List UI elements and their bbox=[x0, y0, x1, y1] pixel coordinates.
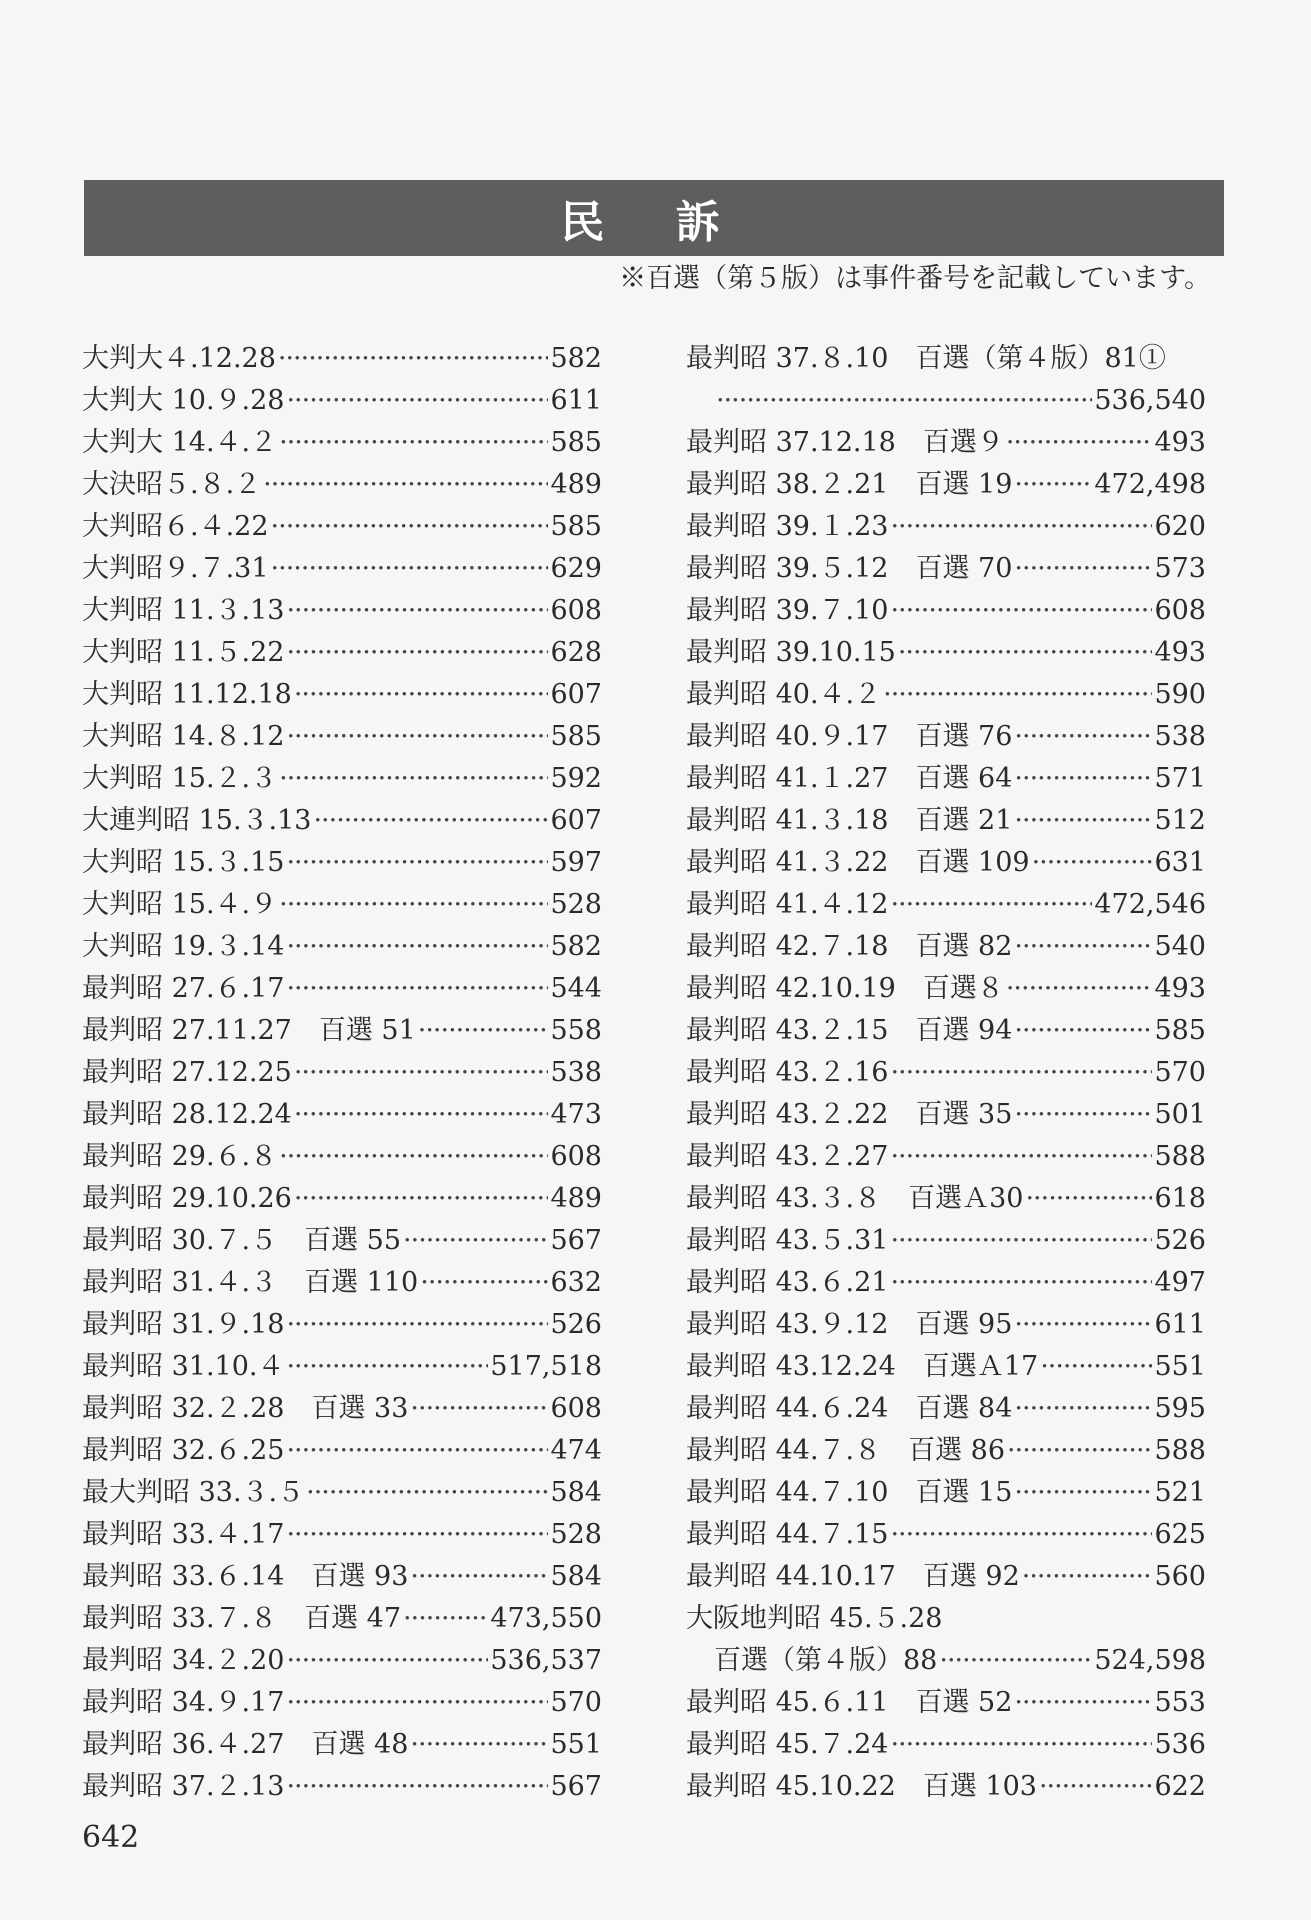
case-citation: 最判昭 39.７.10 bbox=[686, 595, 889, 626]
case-citation: 最判昭 43.２.16 bbox=[686, 1057, 889, 1088]
case-citation: 最判昭 34.２.20 bbox=[82, 1645, 285, 1676]
page-reference: 512 bbox=[1154, 805, 1206, 836]
leader-dots bbox=[1014, 548, 1152, 590]
leader-dots bbox=[898, 632, 1153, 674]
index-entry bbox=[82, 758, 602, 800]
leader-dots bbox=[286, 1430, 548, 1472]
case-citation: 大連判昭 15.３.13 bbox=[82, 805, 312, 836]
index-entry bbox=[686, 338, 1206, 380]
leader-dots bbox=[286, 380, 548, 422]
page-reference: 567 bbox=[550, 1771, 602, 1802]
case-citation: 最判昭 41.１.27 百選 64 bbox=[686, 763, 1013, 794]
index-entry bbox=[82, 1430, 602, 1472]
case-citation: 大判昭 11.３.13 bbox=[82, 595, 285, 626]
index-entry bbox=[82, 506, 602, 548]
page-reference: 608 bbox=[550, 1141, 602, 1172]
section-banner bbox=[84, 180, 1224, 256]
leader-dots bbox=[279, 758, 548, 800]
case-citation: 大判昭９.７.31 bbox=[82, 553, 269, 584]
section-title: 民 訴 bbox=[560, 197, 748, 248]
leader-dots bbox=[1039, 1766, 1153, 1808]
page-reference: 526 bbox=[1154, 1225, 1206, 1256]
case-citation: 大決昭５.８.２ bbox=[82, 469, 262, 500]
page-reference: 526 bbox=[550, 1309, 602, 1340]
page-reference: 620 bbox=[1154, 511, 1206, 542]
case-citation: 最判昭 41.３.22 百選 109 bbox=[686, 847, 1030, 878]
page-reference: 582 bbox=[550, 931, 602, 962]
case-citation: 最判昭 44.７.10 百選 15 bbox=[686, 1477, 1013, 1508]
index-entry bbox=[82, 968, 602, 1010]
leader-dots bbox=[286, 1304, 548, 1346]
case-citation: 最判昭 33.７.８ 百選 47 bbox=[82, 1603, 402, 1634]
case-citation: 最判昭 31.９.18 bbox=[82, 1309, 285, 1340]
leader-dots bbox=[890, 1262, 1152, 1304]
page-reference: 628 bbox=[550, 637, 602, 668]
leader-dots bbox=[279, 884, 548, 926]
leader-dots bbox=[294, 1094, 549, 1136]
leader-dots bbox=[403, 1598, 488, 1640]
leader-dots bbox=[286, 926, 548, 968]
leader-dots bbox=[1014, 716, 1152, 758]
leader-dots bbox=[1014, 1682, 1152, 1724]
leader-dots bbox=[1006, 422, 1153, 464]
index-entry bbox=[82, 1556, 602, 1598]
case-citation: 最判昭 44.７.８ 百選 86 bbox=[686, 1435, 1006, 1466]
case-citation: 最判昭 43.３.８ 百選Ａ30 bbox=[686, 1183, 1024, 1214]
case-citation: 大判昭 19.３.14 bbox=[82, 931, 285, 962]
index-entry bbox=[82, 1598, 602, 1640]
index-entry bbox=[82, 1514, 602, 1556]
case-citation: 大判昭 15.４.９ bbox=[82, 889, 278, 920]
page-reference: 611 bbox=[1154, 1309, 1206, 1340]
page-number: 642 bbox=[82, 1820, 140, 1855]
page-reference: 595 bbox=[1154, 1393, 1206, 1424]
case-citation: 最判昭 43.２.27 bbox=[686, 1141, 889, 1172]
index-entry bbox=[82, 1052, 602, 1094]
index-entry bbox=[82, 1094, 602, 1136]
leader-dots bbox=[1014, 1388, 1152, 1430]
page-reference: 472,546 bbox=[1094, 889, 1206, 920]
index-column-left bbox=[82, 338, 602, 1808]
index-entry bbox=[82, 1682, 602, 1724]
case-citation: 百選（第４版）88 bbox=[714, 1645, 938, 1676]
edition-note: ※百選（第５版）は事件番号を記載しています。 bbox=[619, 263, 1211, 294]
index-entry bbox=[686, 422, 1206, 464]
index-entry bbox=[686, 1766, 1206, 1808]
page-reference: 560 bbox=[1154, 1561, 1206, 1592]
leader-dots bbox=[263, 464, 548, 506]
page-reference: 524,598 bbox=[1094, 1645, 1206, 1676]
index-entry bbox=[82, 1304, 602, 1346]
index-entry bbox=[686, 1682, 1206, 1724]
page-reference: 584 bbox=[550, 1561, 602, 1592]
index-entry bbox=[686, 632, 1206, 674]
case-citation: 最判昭 44.10.17 百選 92 bbox=[686, 1561, 1020, 1592]
case-citation: 最判昭 31.４.３ 百選 110 bbox=[82, 1267, 419, 1298]
page-reference: 570 bbox=[1154, 1057, 1206, 1088]
index-entry bbox=[82, 1472, 602, 1514]
page-reference: 473 bbox=[550, 1099, 602, 1130]
leader-dots bbox=[890, 1052, 1152, 1094]
index-entry bbox=[686, 716, 1206, 758]
case-citation: 大判大 14.４.２ bbox=[82, 427, 278, 458]
case-citation: 最判昭 42.10.19 百選８ bbox=[686, 973, 1004, 1004]
page-reference: 573 bbox=[1154, 553, 1206, 584]
index-entry bbox=[686, 464, 1206, 506]
index-entry bbox=[82, 380, 602, 422]
page-reference: 590 bbox=[1154, 679, 1206, 710]
index-column-right bbox=[686, 338, 1206, 1808]
case-citation: 最判昭 32.６.25 bbox=[82, 1435, 285, 1466]
leader-dots bbox=[1014, 800, 1152, 842]
leader-dots bbox=[294, 1052, 549, 1094]
case-citation: 大判昭６.４.22 bbox=[82, 511, 269, 542]
page-reference: 538 bbox=[1154, 721, 1206, 752]
page-reference: 607 bbox=[550, 805, 602, 836]
page-reference: 497 bbox=[1154, 1267, 1206, 1298]
leader-dots bbox=[286, 1346, 488, 1388]
index-entry bbox=[686, 842, 1206, 884]
index-entry bbox=[82, 926, 602, 968]
case-citation: 大判昭 15.２.３ bbox=[82, 763, 278, 794]
leader-dots bbox=[286, 1766, 548, 1808]
index-entry bbox=[82, 1388, 602, 1430]
leader-dots bbox=[271, 548, 549, 590]
index-entry bbox=[686, 1178, 1206, 1220]
page-reference: 493 bbox=[1154, 973, 1206, 1004]
leader-dots bbox=[420, 1262, 548, 1304]
case-citation: 最判昭 45.６.11 百選 52 bbox=[686, 1687, 1013, 1718]
page-reference: 608 bbox=[550, 595, 602, 626]
index-entry bbox=[82, 674, 602, 716]
case-citation: 最判昭 44.７.15 bbox=[686, 1519, 889, 1550]
case-citation: 大判昭 11.５.22 bbox=[82, 637, 285, 668]
page-reference: 493 bbox=[1154, 637, 1206, 668]
page-reference: 551 bbox=[550, 1729, 602, 1760]
index-entry bbox=[82, 1262, 602, 1304]
leader-dots bbox=[1014, 758, 1152, 800]
page-reference: 493 bbox=[1154, 427, 1206, 458]
leader-dots bbox=[883, 674, 1152, 716]
page-reference: 538 bbox=[550, 1057, 602, 1088]
leader-dots bbox=[286, 1514, 548, 1556]
case-citation: 大判昭 14.８.12 bbox=[82, 721, 285, 752]
case-citation: 最判昭 43.２.15 百選 94 bbox=[686, 1015, 1013, 1046]
index-entry bbox=[686, 506, 1206, 548]
page-reference: 473,550 bbox=[490, 1603, 602, 1634]
page-reference: 536,540 bbox=[1094, 385, 1206, 416]
index-entry bbox=[82, 1766, 602, 1808]
case-citation: 最判昭 38.２.21 百選 19 bbox=[686, 469, 1013, 500]
page-reference: 558 bbox=[550, 1015, 602, 1046]
index-entry bbox=[82, 422, 602, 464]
leader-dots bbox=[1014, 1304, 1152, 1346]
index-entry bbox=[686, 1598, 1206, 1640]
page-reference: 501 bbox=[1154, 1099, 1206, 1130]
leader-dots bbox=[278, 338, 549, 380]
case-citation: 最判昭 36.４.27 百選 48 bbox=[82, 1729, 409, 1760]
leader-dots bbox=[890, 506, 1152, 548]
index-entry bbox=[82, 548, 602, 590]
index-entry bbox=[686, 1094, 1206, 1136]
case-citation: 最判昭 37.２.13 bbox=[82, 1771, 285, 1802]
case-citation: 大判大 10.９.28 bbox=[82, 385, 285, 416]
leader-dots bbox=[1014, 1094, 1152, 1136]
page-reference: 517,518 bbox=[490, 1351, 602, 1382]
page-reference: 489 bbox=[550, 1183, 602, 1214]
leader-dots bbox=[286, 968, 548, 1010]
case-citation: 大阪地判昭 45.５.28 bbox=[686, 1603, 943, 1634]
case-citation: 大判昭 11.12.18 bbox=[82, 679, 292, 710]
leader-dots bbox=[890, 1724, 1152, 1766]
page-reference: 528 bbox=[550, 1519, 602, 1550]
page-reference: 521 bbox=[1154, 1477, 1206, 1508]
page-reference: 588 bbox=[1154, 1141, 1206, 1172]
case-citation: 最判昭 41.４.12 bbox=[686, 889, 889, 920]
leader-dots bbox=[890, 1136, 1152, 1178]
index-entry bbox=[686, 590, 1206, 632]
leader-dots bbox=[294, 674, 549, 716]
case-citation: 大判昭 15.３.15 bbox=[82, 847, 285, 878]
page-reference: 544 bbox=[550, 973, 602, 1004]
leader-dots bbox=[286, 716, 548, 758]
case-citation: 最判昭 43.12.24 百選Ａ17 bbox=[686, 1351, 1039, 1382]
page-reference: 585 bbox=[1154, 1015, 1206, 1046]
leader-dots bbox=[279, 1136, 548, 1178]
index-entry bbox=[686, 1514, 1206, 1556]
leader-dots bbox=[410, 1724, 548, 1766]
index-entry bbox=[686, 1724, 1206, 1766]
case-citation: 大判大４.12.28 bbox=[82, 343, 276, 374]
case-citation: 最判昭 32.２.28 百選 33 bbox=[82, 1393, 409, 1424]
leader-dots bbox=[1014, 1472, 1152, 1514]
leader-dots bbox=[403, 1220, 548, 1262]
index-entry bbox=[82, 1178, 602, 1220]
leader-dots bbox=[313, 800, 548, 842]
index-entry bbox=[82, 1724, 602, 1766]
page-reference: 585 bbox=[550, 427, 602, 458]
leader-dots bbox=[306, 1472, 548, 1514]
page-reference: 571 bbox=[1154, 763, 1206, 794]
leader-dots bbox=[939, 1640, 1092, 1682]
leader-dots bbox=[890, 590, 1152, 632]
leader-dots bbox=[286, 1682, 548, 1724]
leader-dots bbox=[286, 632, 548, 674]
index-entry bbox=[686, 380, 1206, 422]
index-entry bbox=[82, 800, 602, 842]
case-citation: 最判昭 31.10.４ bbox=[82, 1351, 285, 1382]
page-reference: 608 bbox=[1154, 595, 1206, 626]
index-entry bbox=[82, 338, 602, 380]
page-reference: 528 bbox=[550, 889, 602, 920]
page-reference: 607 bbox=[550, 679, 602, 710]
leader-dots bbox=[1014, 464, 1092, 506]
case-citation: 最判昭 28.12.24 bbox=[82, 1099, 292, 1130]
case-citation: 最判昭 27.12.25 bbox=[82, 1057, 292, 1088]
page-reference: 582 bbox=[550, 343, 602, 374]
index-entry bbox=[686, 884, 1206, 926]
leader-dots bbox=[286, 842, 548, 884]
index-entry bbox=[686, 1430, 1206, 1472]
case-citation: 最判昭 40.９.17 百選 76 bbox=[686, 721, 1013, 752]
page-reference: 553 bbox=[1154, 1687, 1206, 1718]
index-entry bbox=[686, 968, 1206, 1010]
index-entry bbox=[686, 1472, 1206, 1514]
leader-dots bbox=[1006, 968, 1153, 1010]
leader-dots bbox=[1032, 842, 1153, 884]
index-entry bbox=[686, 758, 1206, 800]
index-entry bbox=[686, 1010, 1206, 1052]
leader-dots bbox=[286, 1640, 488, 1682]
leader-dots bbox=[294, 1178, 549, 1220]
leader-dots bbox=[1025, 1178, 1152, 1220]
case-citation: 最判昭 39.10.15 bbox=[686, 637, 896, 668]
index-entry bbox=[686, 1136, 1206, 1178]
leader-dots bbox=[418, 1010, 549, 1052]
case-citation: 最判昭 34.９.17 bbox=[82, 1687, 285, 1718]
index-entry bbox=[82, 1346, 602, 1388]
case-citation: 最判昭 30.７.５ 百選 55 bbox=[82, 1225, 402, 1256]
index-entry bbox=[82, 842, 602, 884]
case-citation: 最判昭 37.８.10 百選（第４版）81① bbox=[686, 343, 1166, 374]
case-citation: 最大判昭 33.３.５ bbox=[82, 1477, 305, 1508]
leader-dots bbox=[1040, 1346, 1152, 1388]
leader-dots bbox=[890, 1220, 1152, 1262]
index-entry bbox=[686, 926, 1206, 968]
case-citation: 最判昭 43.９.12 百選 95 bbox=[686, 1309, 1013, 1340]
case-citation: 最判昭 33.４.17 bbox=[82, 1519, 285, 1550]
index-entry bbox=[82, 884, 602, 926]
leader-dots bbox=[410, 1556, 548, 1598]
index-entry bbox=[686, 1640, 1206, 1682]
page-reference: 631 bbox=[1154, 847, 1206, 878]
page-reference: 585 bbox=[550, 511, 602, 542]
page-reference: 474 bbox=[550, 1435, 602, 1466]
page-reference: 536 bbox=[1154, 1729, 1206, 1760]
page-reference: 584 bbox=[550, 1477, 602, 1508]
case-citation: 最判昭 37.12.18 百選９ bbox=[686, 427, 1004, 458]
page-reference: 608 bbox=[550, 1393, 602, 1424]
index-entry bbox=[82, 632, 602, 674]
case-citation: 最判昭 29.６.８ bbox=[82, 1141, 278, 1172]
index-entry bbox=[686, 1346, 1206, 1388]
page-reference: 551 bbox=[1154, 1351, 1206, 1382]
index-entry bbox=[686, 1556, 1206, 1598]
index-entry bbox=[686, 1388, 1206, 1430]
leader-dots bbox=[286, 590, 548, 632]
case-citation: 最判昭 27.11.27 百選 51 bbox=[82, 1015, 416, 1046]
page-reference: 618 bbox=[1154, 1183, 1206, 1214]
page-reference: 597 bbox=[550, 847, 602, 878]
page-reference: 489 bbox=[550, 469, 602, 500]
index-entry bbox=[686, 800, 1206, 842]
case-citation: 最判昭 42.７.18 百選 82 bbox=[686, 931, 1013, 962]
index-entry bbox=[82, 1010, 602, 1052]
index-entry bbox=[82, 590, 602, 632]
page-reference: 632 bbox=[550, 1267, 602, 1298]
page-reference: 570 bbox=[550, 1687, 602, 1718]
case-citation: 最判昭 27.６.17 bbox=[82, 973, 285, 1004]
page-reference: 540 bbox=[1154, 931, 1206, 962]
case-citation: 最判昭 41.３.18 百選 21 bbox=[686, 805, 1013, 836]
index-entry bbox=[82, 1640, 602, 1682]
page-reference: 629 bbox=[550, 553, 602, 584]
index-entry bbox=[686, 1220, 1206, 1262]
leader-dots bbox=[890, 884, 1092, 926]
index-entry bbox=[686, 1262, 1206, 1304]
leader-dots bbox=[890, 1514, 1152, 1556]
page-reference: 585 bbox=[550, 721, 602, 752]
index-entry bbox=[686, 548, 1206, 590]
index-entry bbox=[82, 716, 602, 758]
leader-dots bbox=[716, 380, 1092, 422]
page-reference: 625 bbox=[1154, 1519, 1206, 1550]
case-citation: 最判昭 43.５.31 bbox=[686, 1225, 889, 1256]
leader-dots bbox=[1014, 926, 1152, 968]
page-reference: 472,498 bbox=[1094, 469, 1206, 500]
page-reference: 567 bbox=[550, 1225, 602, 1256]
page-reference: 622 bbox=[1154, 1771, 1206, 1802]
page-reference: 592 bbox=[550, 763, 602, 794]
leader-dots bbox=[271, 506, 549, 548]
index-entry bbox=[686, 674, 1206, 716]
index-entry bbox=[82, 1136, 602, 1178]
case-citation: 最判昭 39.５.12 百選 70 bbox=[686, 553, 1013, 584]
case-citation: 最判昭 39.１.23 bbox=[686, 511, 889, 542]
page-reference: 611 bbox=[550, 385, 602, 416]
case-citation: 最判昭 43.２.22 百選 35 bbox=[686, 1099, 1013, 1130]
leader-dots bbox=[410, 1388, 548, 1430]
case-citation: 最判昭 29.10.26 bbox=[82, 1183, 292, 1214]
index-entry bbox=[82, 464, 602, 506]
case-citation: 最判昭 43.６.21 bbox=[686, 1267, 889, 1298]
case-citation: 最判昭 33.６.14 百選 93 bbox=[82, 1561, 409, 1592]
leader-dots bbox=[1014, 1010, 1152, 1052]
leader-dots bbox=[1007, 1430, 1152, 1472]
index-entry bbox=[686, 1052, 1206, 1094]
index-entry bbox=[686, 1304, 1206, 1346]
index-entry bbox=[82, 1220, 602, 1262]
page-reference: 588 bbox=[1154, 1435, 1206, 1466]
page-reference: 536,537 bbox=[490, 1645, 602, 1676]
leader-dots bbox=[1022, 1556, 1153, 1598]
case-citation: 最判昭 45.７.24 bbox=[686, 1729, 889, 1760]
case-citation: 最判昭 45.10.22 百選 103 bbox=[686, 1771, 1037, 1802]
leader-dots bbox=[279, 422, 548, 464]
case-citation: 最判昭 44.６.24 百選 84 bbox=[686, 1393, 1013, 1424]
case-citation: 最判昭 40.４.２ bbox=[686, 679, 882, 710]
